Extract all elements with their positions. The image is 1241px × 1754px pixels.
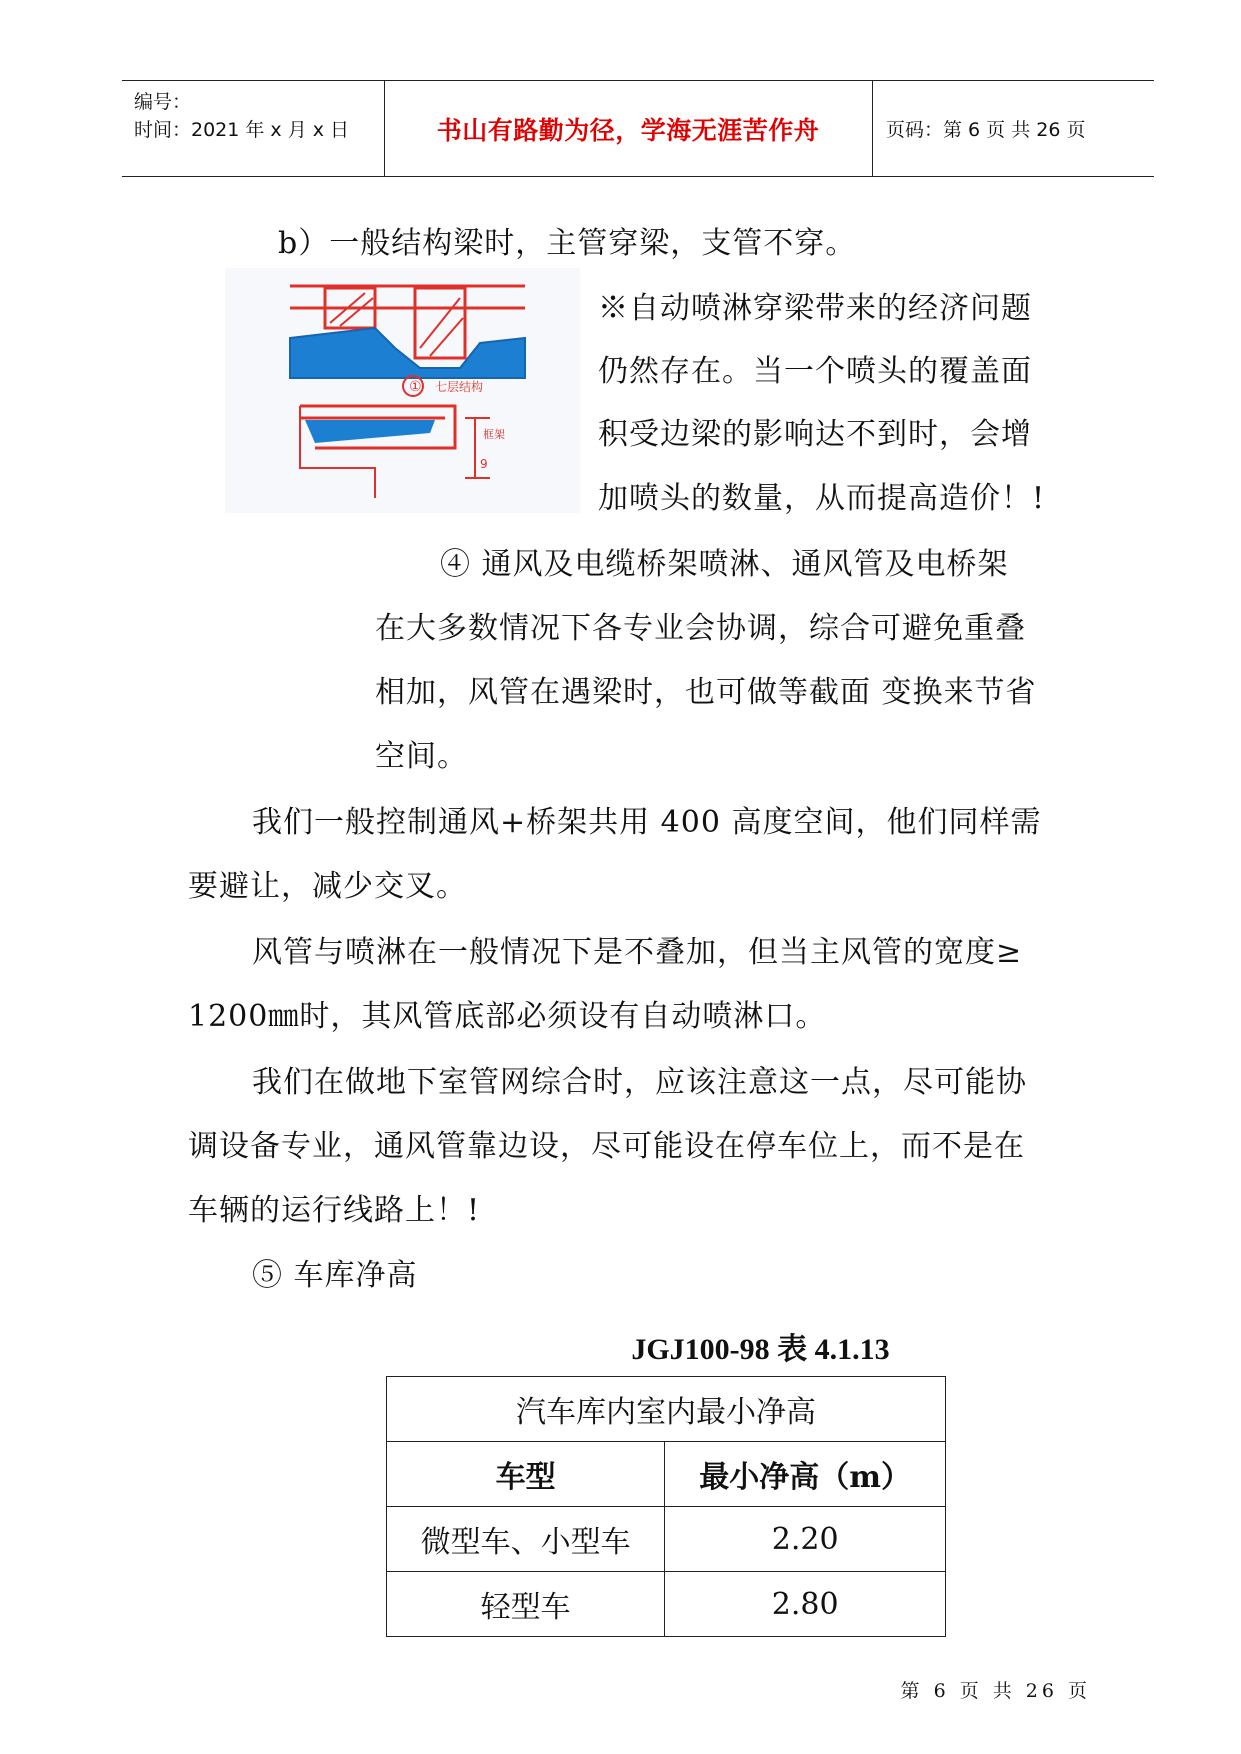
table-header-row [387,1442,946,1507]
para1-line: 我们一般控制通风+桥架共用 400 高度空间，他们同样需 [252,805,1042,840]
header-page-cell [872,81,1154,176]
para3-line: 我们在做地下室管网综合时，应该注意这一点，尽可能协 [252,1065,1027,1100]
clearance-table [386,1376,946,1637]
side-line: 加喷头的数量，从而提高造价！! [598,481,1046,516]
sketch-dim-label-b: 9 [480,457,488,471]
page-label: 页码：第 6 页 共 26 页 [886,119,1086,141]
header-motto-cell [384,81,873,176]
table-title-row [387,1377,946,1442]
table-row [387,1572,946,1637]
beam-sketch-image [225,268,580,513]
side-line: 仍然存在。当一个喷头的覆盖面 [598,354,1032,389]
sketch-dim-label-a: 框架 [483,428,505,441]
page-footer: 第 6 页 共 26 页 [900,1680,1091,1702]
header-info-cell [122,81,385,176]
para1-line: 要避让，减少交叉。 [188,869,467,904]
side-line: ※自动喷淋穿梁带来的经济问题 [598,291,1032,326]
para3-line: 车辆的运行线路上！! [188,1193,481,1228]
para2-line: 风管与喷淋在一般情况下是不叠加，但当主风管的宽度≥ [252,935,1023,970]
table-caption-wrap [0,1324,1241,1368]
item4-line: 相加，风管在遇梁时，也可做等截面 变换来节省 [375,675,1037,710]
code-label: 编号： [134,91,192,113]
table-row [387,1507,946,1572]
para3-line: 调设备专业，通风管靠边设，尽可能设在停车位上，而不是在 [188,1129,1025,1164]
table-caption: JGJ100-98 表 4.1.13 [631,1333,890,1366]
table-cell-type: 轻型车 [387,1572,665,1637]
page-header [122,80,1154,177]
time-label: 时间：2021 年 x 月 x 日 [134,119,350,141]
item4-line: 空间。 [375,739,468,774]
para2-line: 1200㎜时，其风管底部必须设有自动喷淋口。 [188,999,827,1034]
table-cell-type: 微型车、小型车 [387,1507,665,1572]
table-header-height: 最小净高（m） [665,1442,946,1507]
table-cell-height: 2.80 [665,1572,946,1637]
sketch-scribble-label: 七层结构 [435,380,484,394]
table-header-type: 车型 [387,1442,665,1507]
sketch-note-label: ① [409,379,422,395]
item5-heading: ⑤ 车库净高 [252,1258,418,1293]
line-b: b）一般结构梁时，主管穿梁，支管不穿。 [278,226,857,261]
table-cell-height: 2.20 [665,1507,946,1572]
item4-line: 在大多数情况下各专业会协调，综合可避免重叠 [375,611,1026,646]
side-line: 积受边梁的影响达不到时，会增 [598,417,1032,452]
table-title: 汽车库内室内最小净高 [387,1377,946,1442]
item4-line: ④ 通风及电缆桥架喷淋、通风管及电桥架 [440,547,1009,582]
motto-text: 书山有路勤为径，学海无涯苦作舟 [436,115,820,145]
